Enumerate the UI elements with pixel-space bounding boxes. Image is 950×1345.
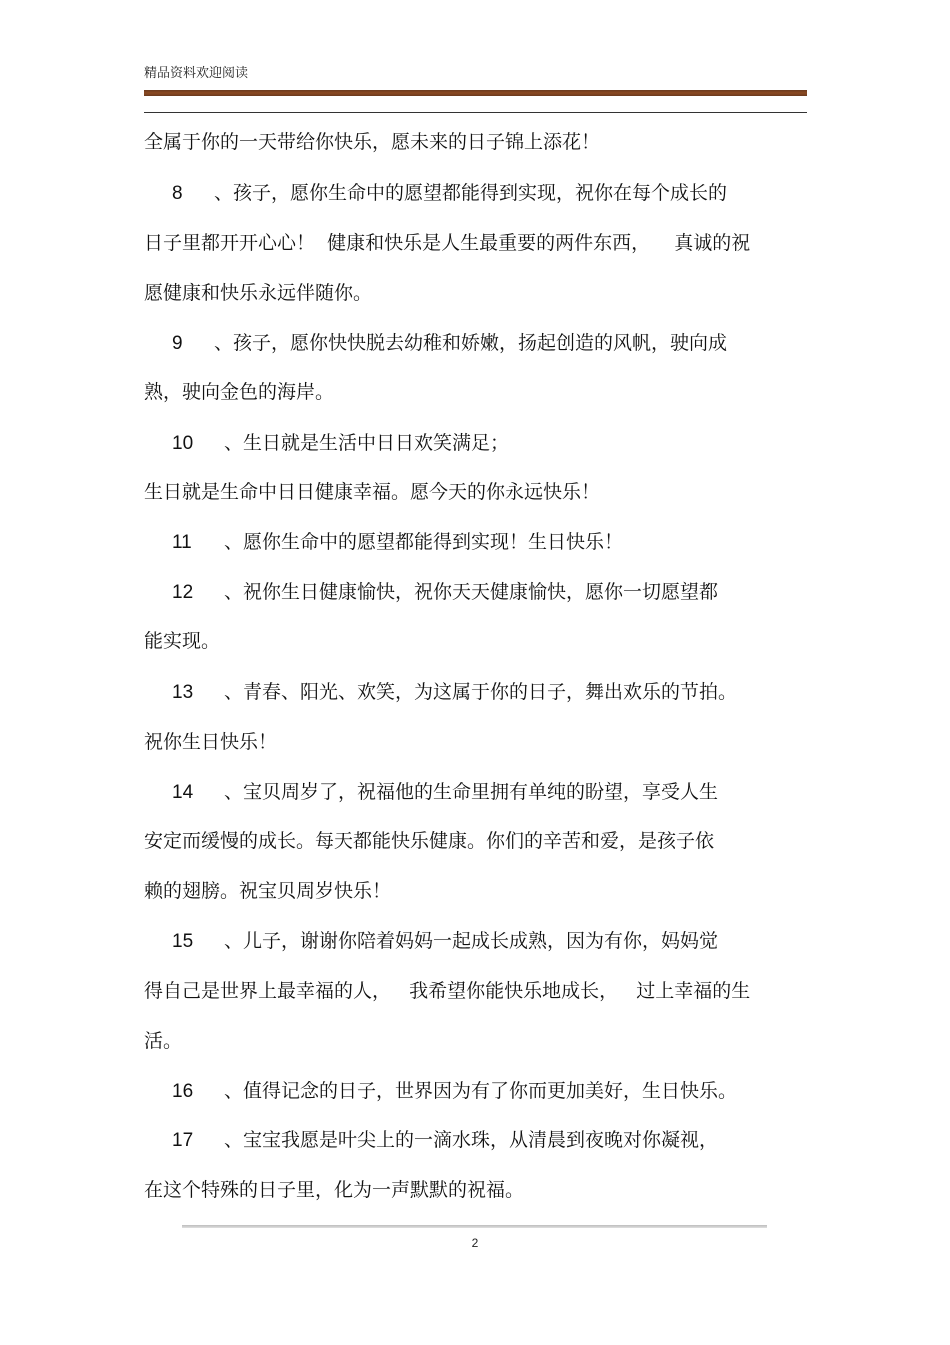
text-line [144,480,600,504]
line-text: 、孩子，愿你生命中的愿望都能得到实现，祝你在每个成长的 [214,182,728,204]
text-line [172,181,727,206]
text-line [172,331,727,356]
line-text: 得自己是世界上最幸福的人， 我希望你能快乐地成长， 过上幸福的生 [144,980,751,1002]
text-line [144,281,372,305]
header-rule-thick [144,90,807,96]
text-line [144,879,391,903]
line-text: 、值得记念的日子，世界因为有了你而更加美好，生日快乐。 [224,1080,738,1102]
item-number: 16 [172,1081,194,1102]
line-text: 安定而缓慢的成长。每天都能快乐健康。你们的辛苦和爱，是孩子依 [144,830,715,852]
text-line [172,780,718,805]
text-line [172,929,718,954]
line-text: 、生日就是生活中日日欢笑满足； [224,432,510,454]
footer-rule [182,1225,767,1228]
line-text: 生日就是生命中日日健康幸福。愿今天的你永远快乐！ [144,481,601,503]
text-line [172,680,737,705]
text-line [144,730,277,754]
line-text: 、孩子，愿你快快脱去幼稚和娇嫩，扬起创造的风帆，驶向成 [214,332,728,354]
text-line [172,431,509,456]
line-text: 愿健康和快乐永远伴随你。 [144,282,373,304]
text-line [172,1128,718,1153]
text-line [172,1079,737,1104]
item-number: 17 [172,1130,194,1151]
item-number: 9 [172,333,183,354]
line-text: 在这个特殊的日子里，化为一声默默的祝福。 [144,1179,525,1201]
line-text: 、愿你生命中的愿望都能得到实现！生日快乐！ [224,531,624,553]
line-text: 、儿子，谢谢你陪着妈妈一起成长成熟，因为有你，妈妈觉 [224,930,719,952]
item-number: 14 [172,782,194,803]
text-line [144,380,334,404]
line-text: 日子里都开开心心！ 健康和快乐是人生最重要的两件东西， 真诚的祝 [144,232,751,254]
header-title: 精品资料欢迎阅读 [144,66,249,81]
item-number: 11 [172,532,192,553]
text-line [144,231,750,255]
line-text: 能实现。 [144,630,221,652]
item-number: 12 [172,582,194,603]
line-text: 、青春、阳光、欢笑，为这属于你的日子，舞出欢乐的节拍。 [224,681,738,703]
line-text: 赖的翅膀。祝宝贝周岁快乐！ [144,880,392,902]
item-number: 15 [172,931,194,952]
text-line [172,530,623,555]
item-number: 8 [172,183,183,204]
line-text: 祝你生日快乐！ [144,731,278,753]
line-text: 全属于你的一天带给你快乐，愿未来的日子锦上添花！ [144,131,601,153]
line-text: 活。 [144,1030,183,1052]
text-line [172,580,718,605]
item-number: 10 [172,433,194,454]
header-rule-thin [144,112,807,113]
line-text: 、宝宝我愿是叶尖上的一滴水珠，从清晨到夜晚对你凝视， [224,1129,719,1151]
text-line [144,130,600,154]
line-text: 、宝贝周岁了，祝福他的生命里拥有单纯的盼望，享受人生 [224,781,719,803]
item-number: 13 [172,682,194,703]
page-number: 2 [471,1236,479,1250]
text-line [144,1029,182,1053]
text-line [144,979,750,1003]
line-text: 、祝你生日健康愉快，祝你天天健康愉快，愿你一切愿望都 [224,581,719,603]
text-line [144,1178,524,1202]
line-text: 熟，驶向金色的海岸。 [144,381,335,403]
text-line [144,829,714,853]
text-line [144,629,220,653]
